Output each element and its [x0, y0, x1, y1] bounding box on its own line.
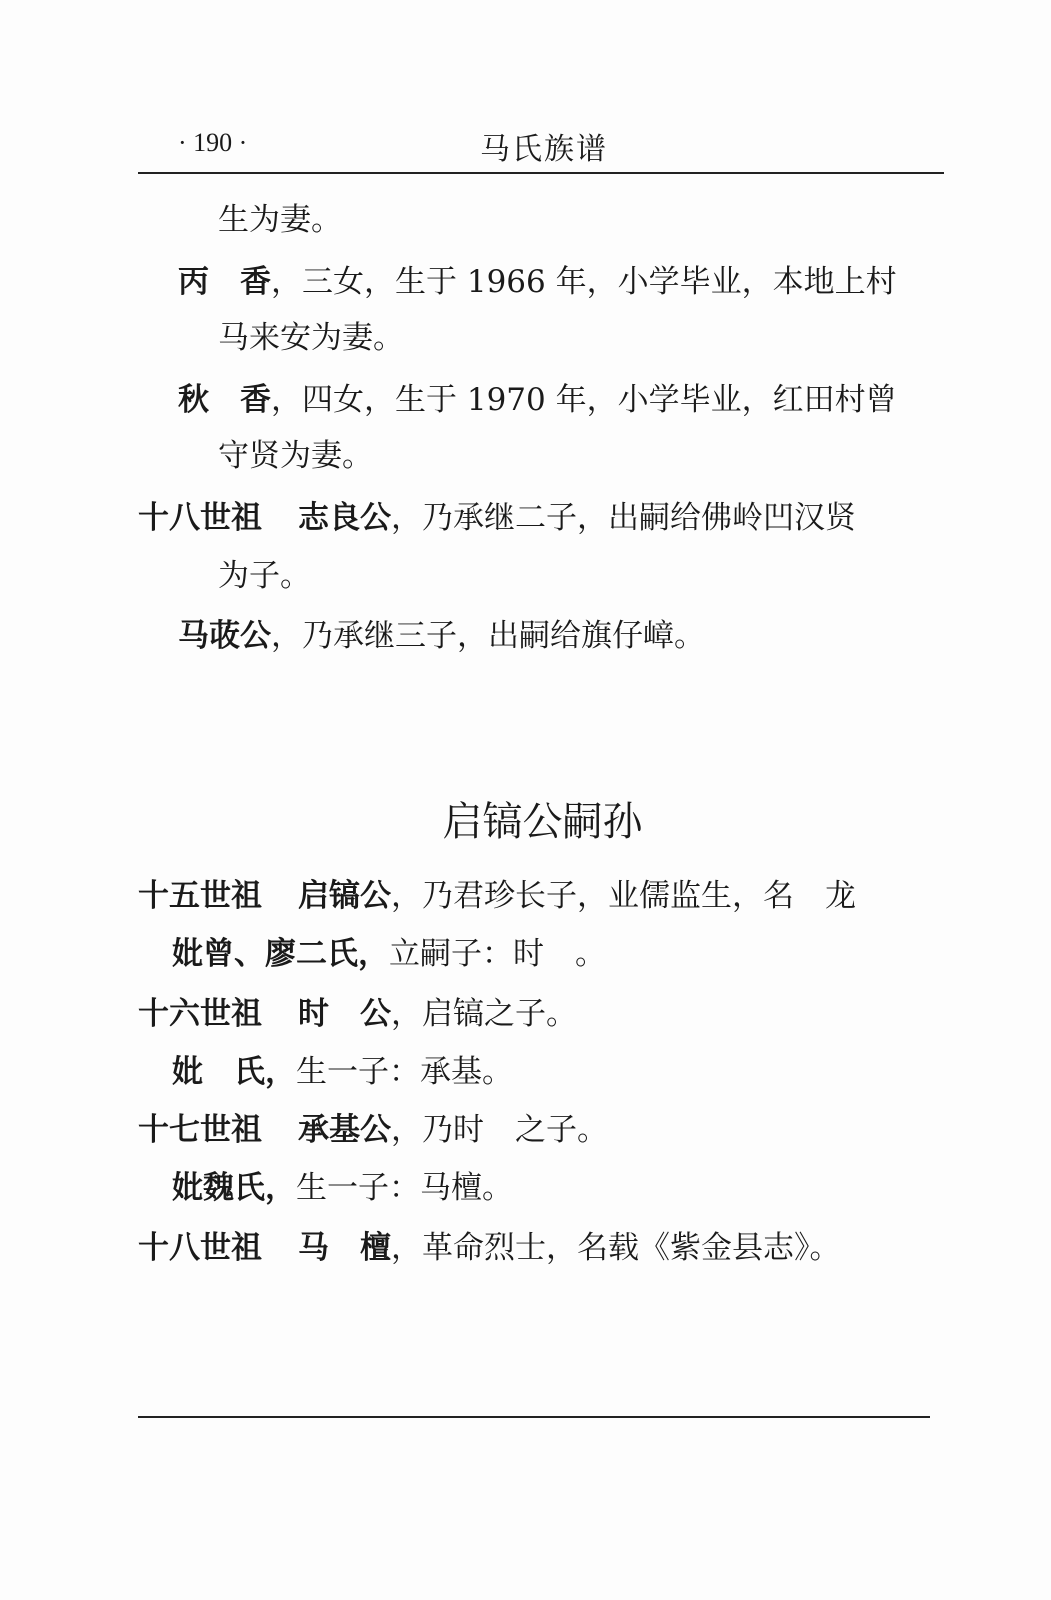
- entry-line: [138, 498, 856, 538]
- text-line: [218, 200, 342, 240]
- line-text: ，四女，生于 1970 年，小学毕业，红田村曾: [271, 382, 897, 418]
- line-text: ，革命烈士，名载《紫金县志》。: [391, 1230, 841, 1266]
- line-text: ，乃承继三子，出嗣给旗仔嶂。: [271, 618, 705, 654]
- line-text: ，乃时 之子。: [391, 1112, 608, 1148]
- person-name: 时 公: [298, 996, 391, 1032]
- entry-line: [172, 1168, 513, 1208]
- generation-label: 十五世祖: [138, 878, 262, 914]
- text-line: [218, 556, 311, 596]
- generation-label: 十八世祖: [138, 500, 262, 536]
- person-name: 妣 氏，: [172, 1054, 296, 1090]
- text-line: [218, 436, 373, 476]
- section-title: 启镐公嗣孙: [442, 799, 643, 845]
- line-text: 生为妻。: [218, 202, 342, 238]
- entry-line: [138, 876, 856, 916]
- person-name: 妣魏氏，: [172, 1170, 296, 1206]
- line-text: 生一子：马檀。: [296, 1170, 513, 1206]
- line-text: ，乃君珍长子，业儒监生，名 龙: [391, 878, 856, 914]
- person-name: 志良公: [298, 500, 391, 536]
- line-text: 马来安为妻。: [218, 320, 404, 356]
- line-text: ，启镐之子。: [391, 996, 577, 1032]
- header-rule: [138, 172, 944, 174]
- line-text: 守贤为妻。: [218, 438, 373, 474]
- generation-label: 十七世祖: [138, 1112, 262, 1148]
- generation-label: 十八世祖: [138, 1230, 262, 1266]
- line-text: 生一子：承基。: [296, 1054, 513, 1090]
- entry-line: [138, 994, 577, 1034]
- person-name: 秋 香: [178, 382, 271, 418]
- book-title: 马氏族谱: [480, 132, 608, 167]
- person-name: 马 檀: [298, 1230, 391, 1266]
- text-line: [218, 318, 404, 358]
- line-text: ，乃承继二子，出嗣给佛岭凹汉贤: [391, 500, 856, 536]
- entry-line: [178, 380, 897, 420]
- footer-rule: [138, 1416, 930, 1418]
- person-name: 承基公: [298, 1112, 391, 1148]
- person-name: 妣曾、廖二氏，: [172, 936, 389, 972]
- line-text: 立嗣子：时 。: [389, 936, 606, 972]
- person-name: 丙 香: [178, 264, 271, 300]
- entry-line: [178, 616, 705, 656]
- entry-line: [138, 1228, 841, 1268]
- line-text: 为子。: [218, 558, 311, 594]
- entry-line: [172, 934, 606, 974]
- entry-line: [138, 1110, 608, 1150]
- page-number: · 190 ·: [178, 128, 248, 157]
- entry-line: [178, 262, 897, 302]
- entry-line: [172, 1052, 513, 1092]
- generation-label: 十六世祖: [138, 996, 262, 1032]
- line-text: ，三女，生于 1966 年，小学毕业，本地上村: [271, 264, 897, 300]
- person-name: 马荍公: [178, 618, 271, 654]
- person-name: 启镐公: [298, 878, 391, 914]
